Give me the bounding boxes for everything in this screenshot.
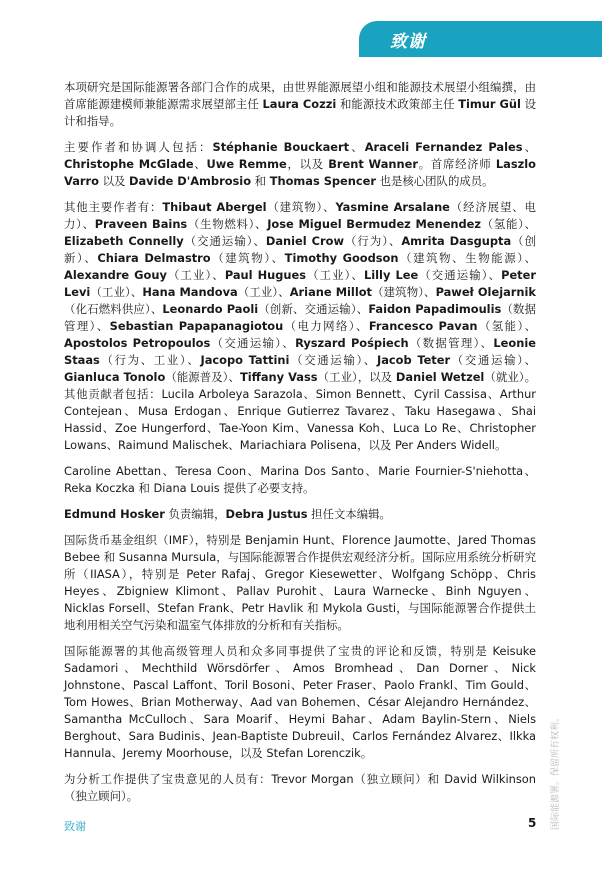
- paragraph-advisors: 为分析工作提供了宝贵意见的人员有：Trevor Morgan（独立顾问）和 David Wilkinson（独立顾问）。: [64, 772, 536, 803]
- acknowledgements-body: [64, 79, 536, 814]
- section-title: 致谢: [390, 32, 426, 52]
- header-bar: [359, 21, 602, 57]
- paragraph-intro: 本项研究是国际能源署各部门合作的成果，由世界能源展望小组和能源技术展望小组编撰，由首席能源建模师兼能源需求展望部主任 Laura Cozzi 和能源技术政策部主任 Timur Gül 设计和指导。: [64, 80, 536, 128]
- footer-section-label: 致谢: [64, 820, 86, 833]
- paragraph-partners: 国际货币基金组织（IMF），特别是 Benjamin Hunt、Florence Jaumotte、Jared Thomas Bebee 和 Susanna Mursula，与国际能源署合作提供宏观经济分析。国际应用系统分析研究所（IIASA），特别是 Peter Rafaj、Gregor Kiesewetter、Wolfgang Schöpp、Chris Heyes、Zbigniew Klimont、Pallav Purohit、Laura Warnecke、Binh Nguyen、Nicklas Forsell、Stefan Frank、Petr Havlik 和 Mykola Gusti，与国际能源署合作提供土地利用相关空气污染和温室气体排放的分析和有关指标。: [64, 533, 536, 632]
- paragraph-editing: Edmund Hosker 负责编辑，Debra Justus 担任文本编辑。: [64, 507, 391, 521]
- page-number: 5: [528, 816, 537, 830]
- paragraph-lead-authors: 主要作者和协调人包括：Stéphanie Bouckaert、Araceli Fernandez Pales、Christophe McGlade、Uwe Remme，以及 Brent Wanner。首席经济师 Laszlo Varro 以及 Davide D'Ambrosio 和 Thomas Spencer 也是核心团队的成员。: [64, 140, 536, 188]
- paragraph-other-authors: 其他主要作者有：Thibaut Abergel（建筑物）、Yasmine Arsalane（经济展望、电力）、Praveen Bains（生物燃料）、Jose Miguel Bermudez Menendez（氢能）、Elizabeth Connelly（交通运输）、Daniel Crow（行为）、Amrita Dasgupta（创新）、Chiara Delmastro（建筑物）、Timothy Goodson（建筑物、生物能源）、Alexandre Gouy（工业）、Paul Hugues（工业）、Lilly Lee（交通运输）、Peter Levi（工业）、Hana Mandova（工业）、Ariane Millot（建筑物）、Paweł Olejarnik（化石燃料供应）、Leonardo Paoli（创新、交通运输）、Faidon Papadimoulis（数据管理）、Sebastian Papapanagiotou（电力网络）、Francesco Pavan（氢能）、Apostolos Petropoulos（交通运输）、Ryszard Pośpiech（数据管理）、Leonie Staas（行为、工业）、Jacopo Tattini（交通运输）、Jacob Teter（交通运输）、Gianluca Tonolo（能源普及）、Tiffany Vass（工业），以及 Daniel Wetzel（就业）。其他贡献者包括：Lucila Arboleya Sarazola、Simon Bennett、Cyril Cassisa、Arthur Contejean、Musa Erdogan、Enrique Gutierrez Tavarez、Taku Hasegawa、Shai Hassid、Zoe Hungerford、Tae-Yoon Kim、Vanessa Koh、Luca Lo Re、Christopher Lowans、Raimund Malischek、Mariachiara Polisena，以及 Per Anders Widell。: [64, 200, 537, 452]
- paragraph-reviewers: 国际能源署的其他高级管理人员和众多同事提供了宝贵的评论和反馈，特别是 Keisuke Sadamori、Mechthild Wörsdörfer、Amos Bromhead、Dan Dorner、Nick Johnstone、Pascal Laffont、Toril Bosoni、Peter Fraser、Paolo Frankl、Tim Gould、Tom Howes、Brian Motherway、Aad van Bohemen、César Alejandro Hernández、Samantha McCulloch、Sara Moarif、Heymi Bahar、Adam Baylin-Stern、Niels Berghout、Sara Budinis、Jean-Baptiste Dubreuil、Carlos Fernández Alvarez、Ilkka Hannula、Jeremy Moorhouse，以及 Stefan Lorenczik。: [64, 644, 536, 760]
- paragraph-support: Caroline Abettan、Teresa Coon、Marina Dos Santo、Marie Fournier-S'niehotta、Reka Koczka 和 Diana Louis 提供了必要支持。: [64, 464, 536, 495]
- copyright-note: 国际能源署。保留所有权利。: [551, 712, 561, 830]
